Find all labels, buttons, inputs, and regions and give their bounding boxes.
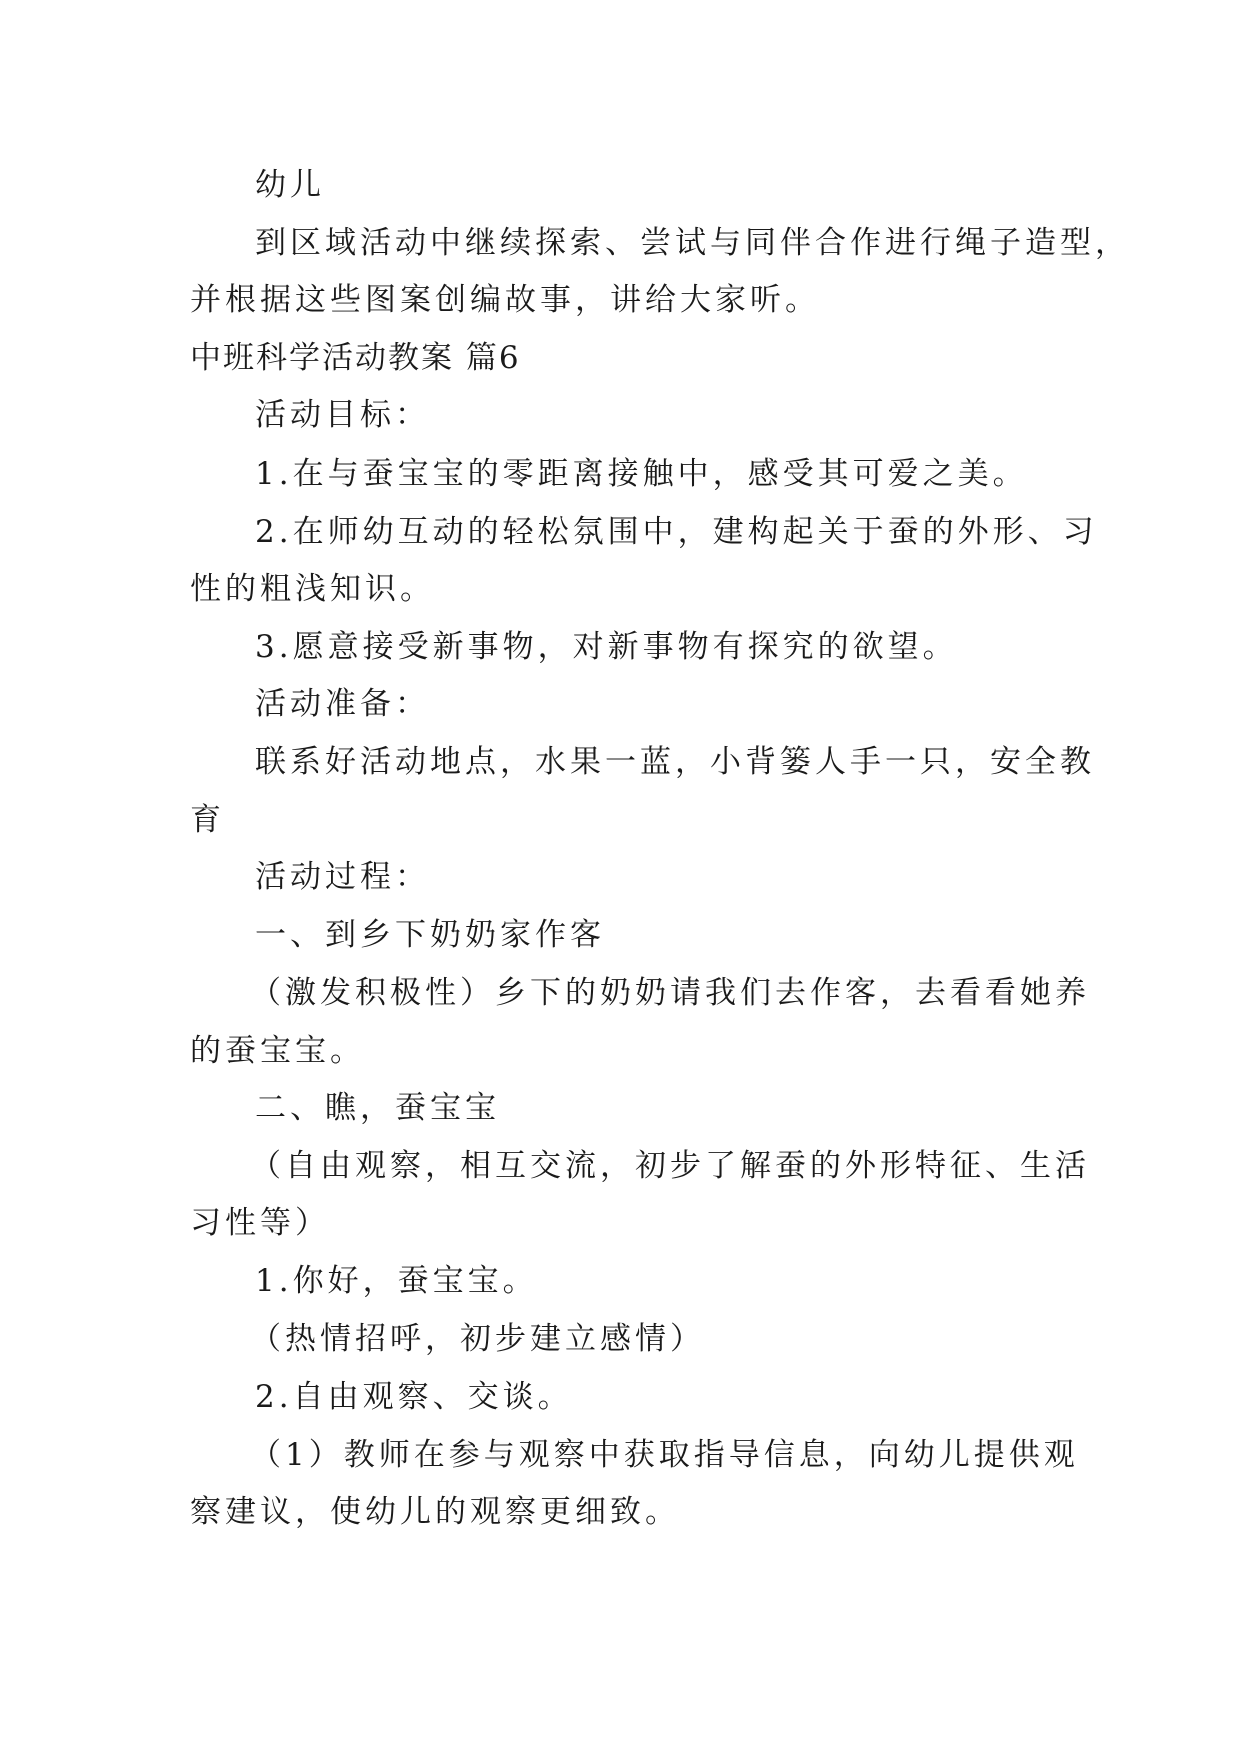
text-line: 活动目标： bbox=[255, 397, 430, 433]
text-line: 察建议，使幼儿的观察更细致。 bbox=[190, 1494, 680, 1530]
text-line: 联系好活动地点，水果一蓝，小背篓人手一只，安全教 bbox=[255, 744, 1095, 780]
text-line: （热情招呼，初步建立感情） bbox=[250, 1321, 705, 1357]
text-line: 幼儿 bbox=[255, 167, 325, 203]
text-line: 3.愿意接受新事物，对新事物有探究的欲望。 bbox=[255, 629, 958, 665]
text-line: 习性等） bbox=[190, 1205, 330, 1241]
text-line: （自由观察，相互交流，初步了解蚕的外形特征、生活 bbox=[250, 1148, 1090, 1184]
text-line: 1.在与蚕宝宝的零距离接触中，感受其可爱之美。 bbox=[255, 456, 1028, 492]
text-line: （1）教师在参与观察中获取指导信息，向幼儿提供观 bbox=[250, 1437, 1079, 1473]
text-line: 的蚕宝宝。 bbox=[190, 1033, 365, 1069]
text-line: 2.自由观察、交谈。 bbox=[255, 1379, 573, 1415]
text-line: 1.你好，蚕宝宝。 bbox=[255, 1263, 538, 1299]
section-heading: 中班科学活动教案 篇6 bbox=[190, 340, 521, 376]
text-line: 性的粗浅知识。 bbox=[190, 571, 435, 607]
text-line: 并根据这些图案创编故事，讲给大家听。 bbox=[190, 282, 820, 318]
text-line: 到区域活动中继续探索、尝试与同伴合作进行绳子造型， bbox=[255, 225, 1130, 261]
text-line: （激发积极性）乡下的奶奶请我们去作客，去看看她养 bbox=[250, 975, 1090, 1011]
text-line: 育 bbox=[190, 802, 225, 838]
text-line: 一、到乡下奶奶家作客 bbox=[255, 917, 605, 953]
text-line: 活动准备： bbox=[255, 686, 430, 722]
text-line: 二、瞧，蚕宝宝 bbox=[255, 1090, 500, 1126]
text-line: 2.在师幼互动的轻松氛围中，建构起关于蚕的外形、习 bbox=[255, 514, 1098, 550]
text-line: 活动过程： bbox=[255, 859, 430, 895]
